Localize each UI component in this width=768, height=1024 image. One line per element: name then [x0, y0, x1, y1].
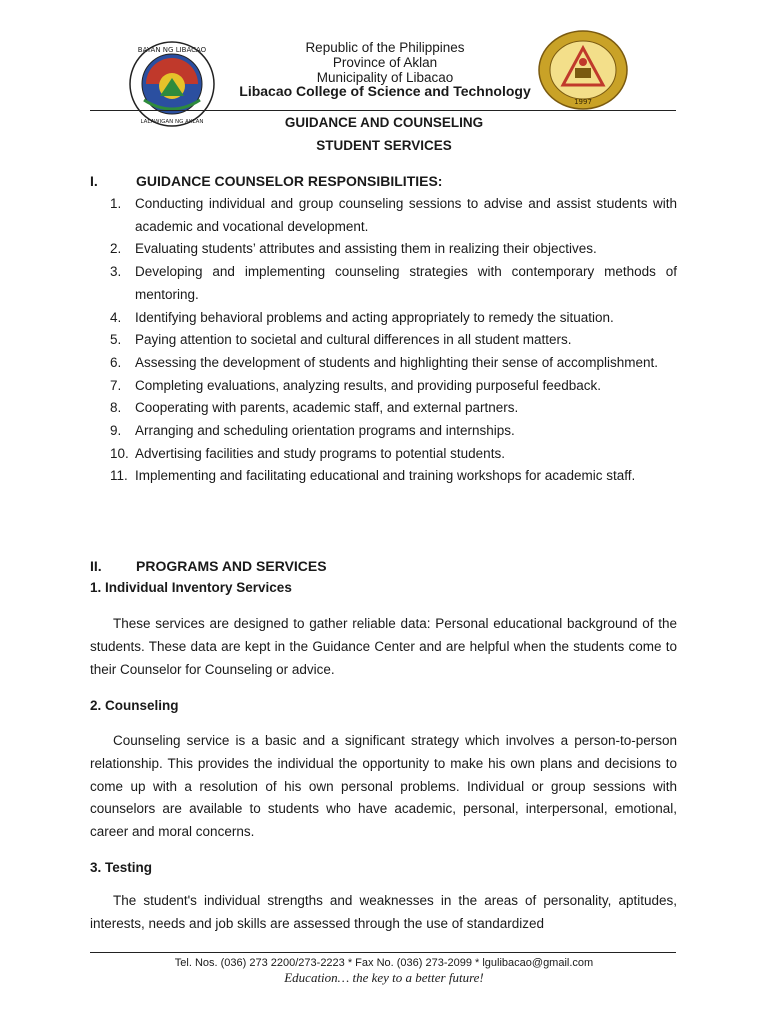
list-item: 3. Developing and implementing counseling strategies with contemporary methods of mentoring.: [110, 264, 677, 302]
section-2-number: II.: [90, 558, 102, 574]
footer-rule: [90, 952, 676, 953]
list-item: 2. Evaluating students’ attributes and assisting them in realizing their objectives.: [110, 241, 597, 257]
list-item: 11. Implementing and facilitating educational and training workshops for academic staff.: [110, 468, 636, 484]
header-rule: [90, 110, 676, 111]
seal-bottom-text: LALAWIGAN NG AKLAN: [140, 119, 204, 125]
subsection-counseling-body: Counseling service is a basic and a significant strategy which involves a person-to-person relationship. This provides the individual the opportunity to make his own plans and decisions to come up with a resolution of his own personal problems. Individual or group sessions with counselors are available to students who have academic, personal, interpersonal, emotional, career and moral concerns.: [90, 733, 677, 840]
subsection-counseling-title: 2. Counseling: [90, 698, 179, 713]
subsection-testing-title: 3. Testing: [90, 860, 153, 875]
list-item: 4. Identifying behavioral problems and acting appropriately to remedy the situation.: [110, 309, 614, 325]
list-item: 7. Completing evaluations, analyzing results, and providing purposeful feedback.: [110, 377, 602, 393]
section-2-title: PROGRAMS AND SERVICES: [136, 558, 327, 574]
subsection-inventory-body: These services are designed to gather reliable data: Personal educational background of the students. These data are kept in the Guidance Center and are helpful when the students come to their Counselor for Counseling or advice.: [90, 616, 677, 677]
list-item: 6. Assessing the development of students and highlighting their sense of accomplishment.: [110, 354, 659, 370]
footer-contact: Tel. Nos. (036) 273 2200/273-2223 * Fax No. (036) 273-2099 * lgulibacao@gmail.com: [174, 957, 594, 969]
list-item: 5. Paying attention to societal and cultural differences in all student matters.: [110, 332, 572, 348]
title-student-services: STUDENT SERVICES: [316, 138, 452, 153]
header-republic: Republic of the Philippines: [305, 40, 465, 55]
college-seal-icon: [538, 30, 628, 110]
header-province: Province of Aklan: [332, 55, 438, 70]
responsibilities-list: [110, 193, 677, 488]
header-municipality: Municipality of Libacao: [316, 70, 454, 85]
subsection-inventory-title: 1. Individual Inventory Services: [90, 580, 292, 595]
list-item: 1. Conducting individual and group counseling sessions to advise and assist students with academic and vocational development.: [110, 196, 677, 234]
header-college-name: Libacao College of Science and Technology: [239, 83, 531, 99]
subsection-testing-body: The student's individual strengths and weaknesses in the areas of personality, aptitudes, interests, needs and job skills are assessed through the use of standardized: [90, 893, 677, 931]
list-item: 10. Advertising facilities and study programs to potential students.: [110, 445, 505, 461]
list-item: 8. Cooperating with parents, academic staff, and external partners.: [110, 400, 519, 416]
seal-year: 1997: [574, 98, 592, 106]
title-guidance: GUIDANCE AND COUNSELING: [284, 115, 484, 130]
footer-motto: Education… the key to a better future!: [284, 970, 484, 985]
list-item: 9. Arranging and scheduling orientation programs and internships.: [110, 423, 515, 439]
seal-top-text: BAYAN NG LIBACAO: [137, 46, 207, 54]
section-1-number: I.: [90, 173, 98, 189]
section-1-title: GUIDANCE COUNSELOR RESPONSIBILITIES:: [136, 173, 443, 189]
